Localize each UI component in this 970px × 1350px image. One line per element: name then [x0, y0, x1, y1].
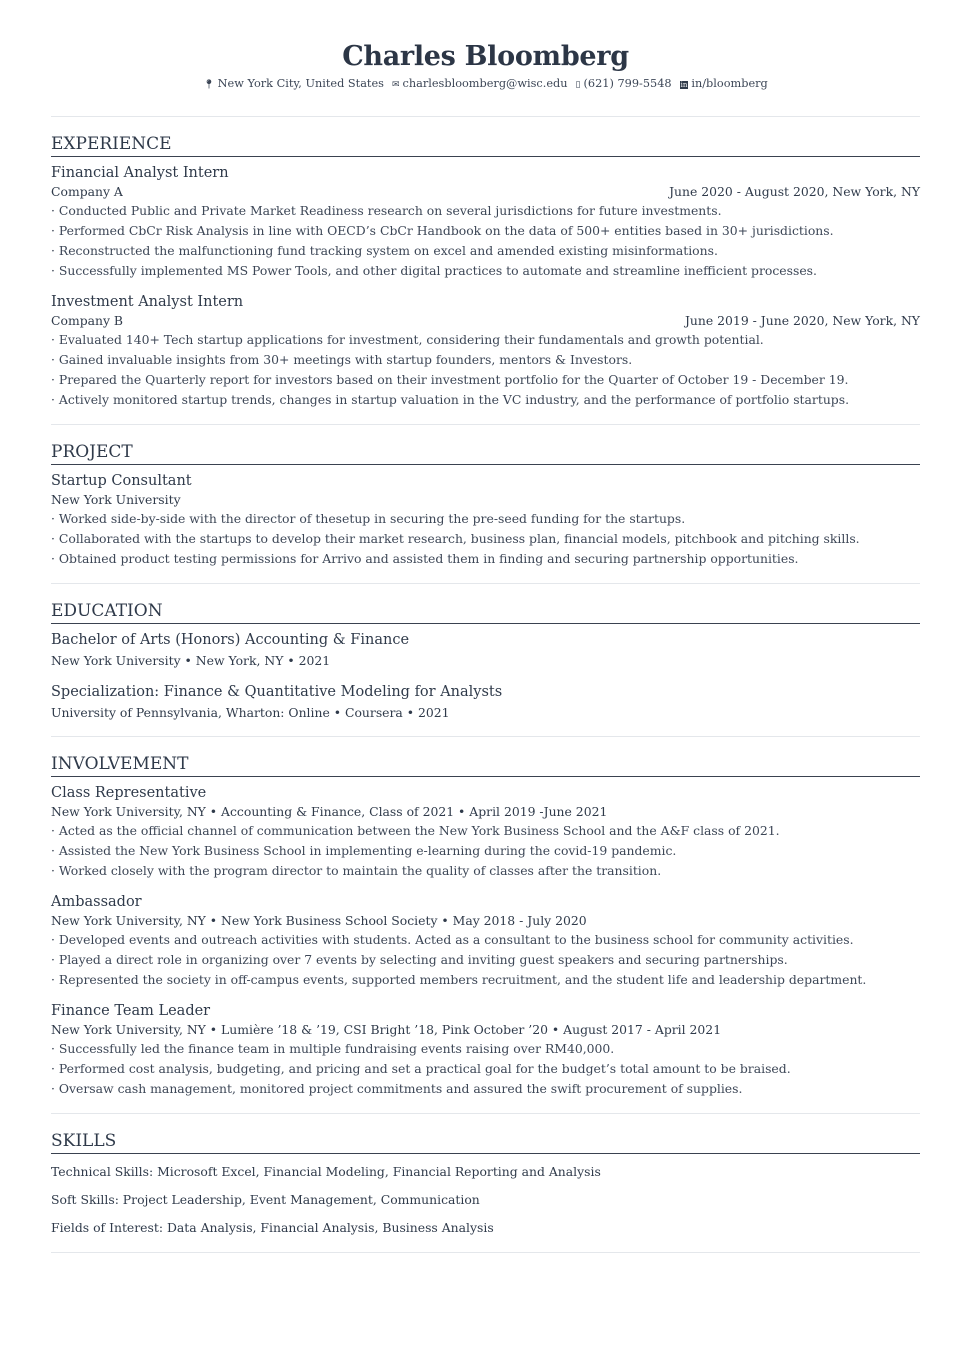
bullet-point: · Collaborated with the startups to develop their market research, business plan, financial models, pitchbook and pitching skills.: [51, 531, 860, 546]
bullet-point: · Obtained product testing permissions for Arrivo and assisted them in finding and securing partnership opportunities.: [51, 551, 799, 566]
bullet-point: · Conducted Public and Private Market Readiness research on several jurisdictions for future investments.: [51, 203, 722, 218]
contact-info: [51, 77, 920, 90]
divider: [51, 1252, 920, 1253]
education-section: [51, 600, 920, 737]
section-title: SKILLS: [51, 1130, 920, 1154]
company: Company A: [51, 184, 123, 199]
divider: [51, 736, 920, 737]
location-pin-icon: 📍︎: [203, 80, 215, 90]
divider: [51, 1113, 920, 1114]
involvement-entry: [51, 1002, 920, 1099]
divider: [51, 424, 920, 425]
involvement-entry: [51, 784, 920, 881]
email-icon: ✉: [391, 80, 400, 90]
involvement-entry: [51, 893, 920, 990]
project-org: New York University: [51, 492, 181, 507]
involvement-role: Finance Team Leader: [51, 1003, 211, 1019]
skill-line: Technical Skills: Microsoft Excel, Financial Modeling, Financial Reporting and Analysis: [51, 1164, 601, 1179]
bullet-point: · Prepared the Quarterly report for investors based on their investment portfolio for the Quarter of October 19 - December 19.: [51, 372, 849, 387]
phone: (621) 799-5548: [583, 77, 672, 90]
project-title: Startup Consultant: [51, 473, 192, 489]
job-title: Investment Analyst Intern: [51, 294, 244, 310]
education-details: New York University • New York, NY • 2021: [51, 653, 331, 668]
bullet-point: · Worked side-by-side with the director of thesetup in securing the pre-seed funding for the startups.: [51, 511, 686, 526]
job-entry: [51, 293, 920, 410]
education-entry: [51, 631, 920, 670]
experience-section: [51, 133, 920, 425]
linkedin-link[interactable]: in/bloomberg: [691, 77, 768, 90]
section-title: PROJECT: [51, 441, 920, 465]
job-entry: [51, 164, 920, 281]
education-entry: [51, 683, 920, 722]
bullet-point: · Performed cost analysis, budgeting, and pricing and set a practical goal for the budget’s total amount to be braised.: [51, 1061, 791, 1076]
involvement-section: [51, 753, 920, 1114]
bullet-point: · Acted as the official channel of communication between the New York Business School and the A&F class of 2021.: [51, 823, 780, 838]
job-meta: [51, 312, 920, 330]
divider: [51, 116, 920, 117]
bullet-point: · Oversaw cash management, monitored project commitments and assured the swift procurement of supplies.: [51, 1081, 743, 1096]
email-link[interactable]: charlesbloomberg@wisc.edu: [402, 77, 568, 90]
bullet-point: · Performed CbCr Risk Analysis in line with OECD’s CbCr Handbook on the data of 500+ entities based in 30+ jurisdictions.: [51, 223, 834, 238]
involvement-role: Class Representative: [51, 785, 207, 801]
job-meta: [51, 183, 920, 201]
resume: [51, 0, 920, 1253]
bullet-point: · Gained invaluable insights from 30+ meetings with startup founders, mentors & Investors.: [51, 352, 633, 367]
bullet-point: · Played a direct role in organizing over 7 events by selecting and inviting guest speakers and securing partnerships.: [51, 952, 788, 967]
section-title: EXPERIENCE: [51, 133, 920, 157]
involvement-details: New York University, NY • Lumière ’18 & ’19, CSI Bright ’18, Pink October ’20 • August 2017 - April 2021: [51, 1022, 722, 1037]
project-entry: [51, 472, 920, 569]
job-dates: June 2019 - June 2020, New York, NY: [684, 313, 920, 328]
section-title: EDUCATION: [51, 600, 920, 624]
degree: Bachelor of Arts (Honors) Accounting & Finance: [51, 632, 410, 648]
bullet-point: · Successfully led the finance team in multiple fundraising events raising over RM40,000.: [51, 1041, 615, 1056]
bullet-point: · Evaluated 140+ Tech startup applications for investment, considering their fundamentals and growth potential.: [51, 332, 764, 347]
bullet-point: · Represented the society in off-campus events, supported members recruitment, and the student life and leadership department.: [51, 972, 867, 987]
bullet-point: · Assisted the New York Business School in implementing e-learning during the covid-19 pandemic.: [51, 843, 677, 858]
bullet-point: · Developed events and outreach activities with students. Acted as a consultant to the business school for community activities.: [51, 932, 854, 947]
education-details: University of Pennsylvania, Wharton: Online • Coursera • 2021: [51, 705, 450, 720]
job-dates: June 2020 - August 2020, New York, NY: [669, 184, 920, 199]
company: Company B: [51, 313, 124, 328]
skill-line: Fields of Interest: Data Analysis, Financial Analysis, Business Analysis: [51, 1220, 494, 1235]
involvement-details: New York University, NY • Accounting & Finance, Class of 2021 • April 2019 -June 2021: [51, 804, 608, 819]
bullet-point: · Actively monitored startup trends, changes in startup valuation in the VC industry, and the performance of portfolio startups.: [51, 392, 850, 407]
involvement-role: Ambassador: [51, 894, 142, 910]
skill-line: Soft Skills: Project Leadership, Event Management, Communication: [51, 1192, 480, 1207]
phone-icon: ▯: [575, 80, 581, 90]
skills-section: [51, 1130, 920, 1253]
linkedin-icon: in: [680, 81, 688, 89]
degree: Specialization: Finance & Quantitative Modeling for Analysts: [51, 684, 503, 700]
divider: [51, 583, 920, 584]
section-title: INVOLVEMENT: [51, 753, 920, 777]
bullet-point: · Successfully implemented MS Power Tools, and other digital practices to automate and streamline inefficient processes.: [51, 263, 817, 278]
project-section: [51, 441, 920, 584]
location: New York City, United States: [217, 77, 384, 90]
involvement-details: New York University, NY • New York Business School Society • May 2018 - July 2020: [51, 913, 587, 928]
bullet-point: · Worked closely with the program director to maintain the quality of classes after the transition.: [51, 863, 662, 878]
bullet-point: · Reconstructed the malfunctioning fund tracking system on excel and amended existing misinformations.: [51, 243, 718, 258]
job-title: Financial Analyst Intern: [51, 165, 229, 181]
candidate-name: Charles Bloomberg: [342, 41, 629, 72]
